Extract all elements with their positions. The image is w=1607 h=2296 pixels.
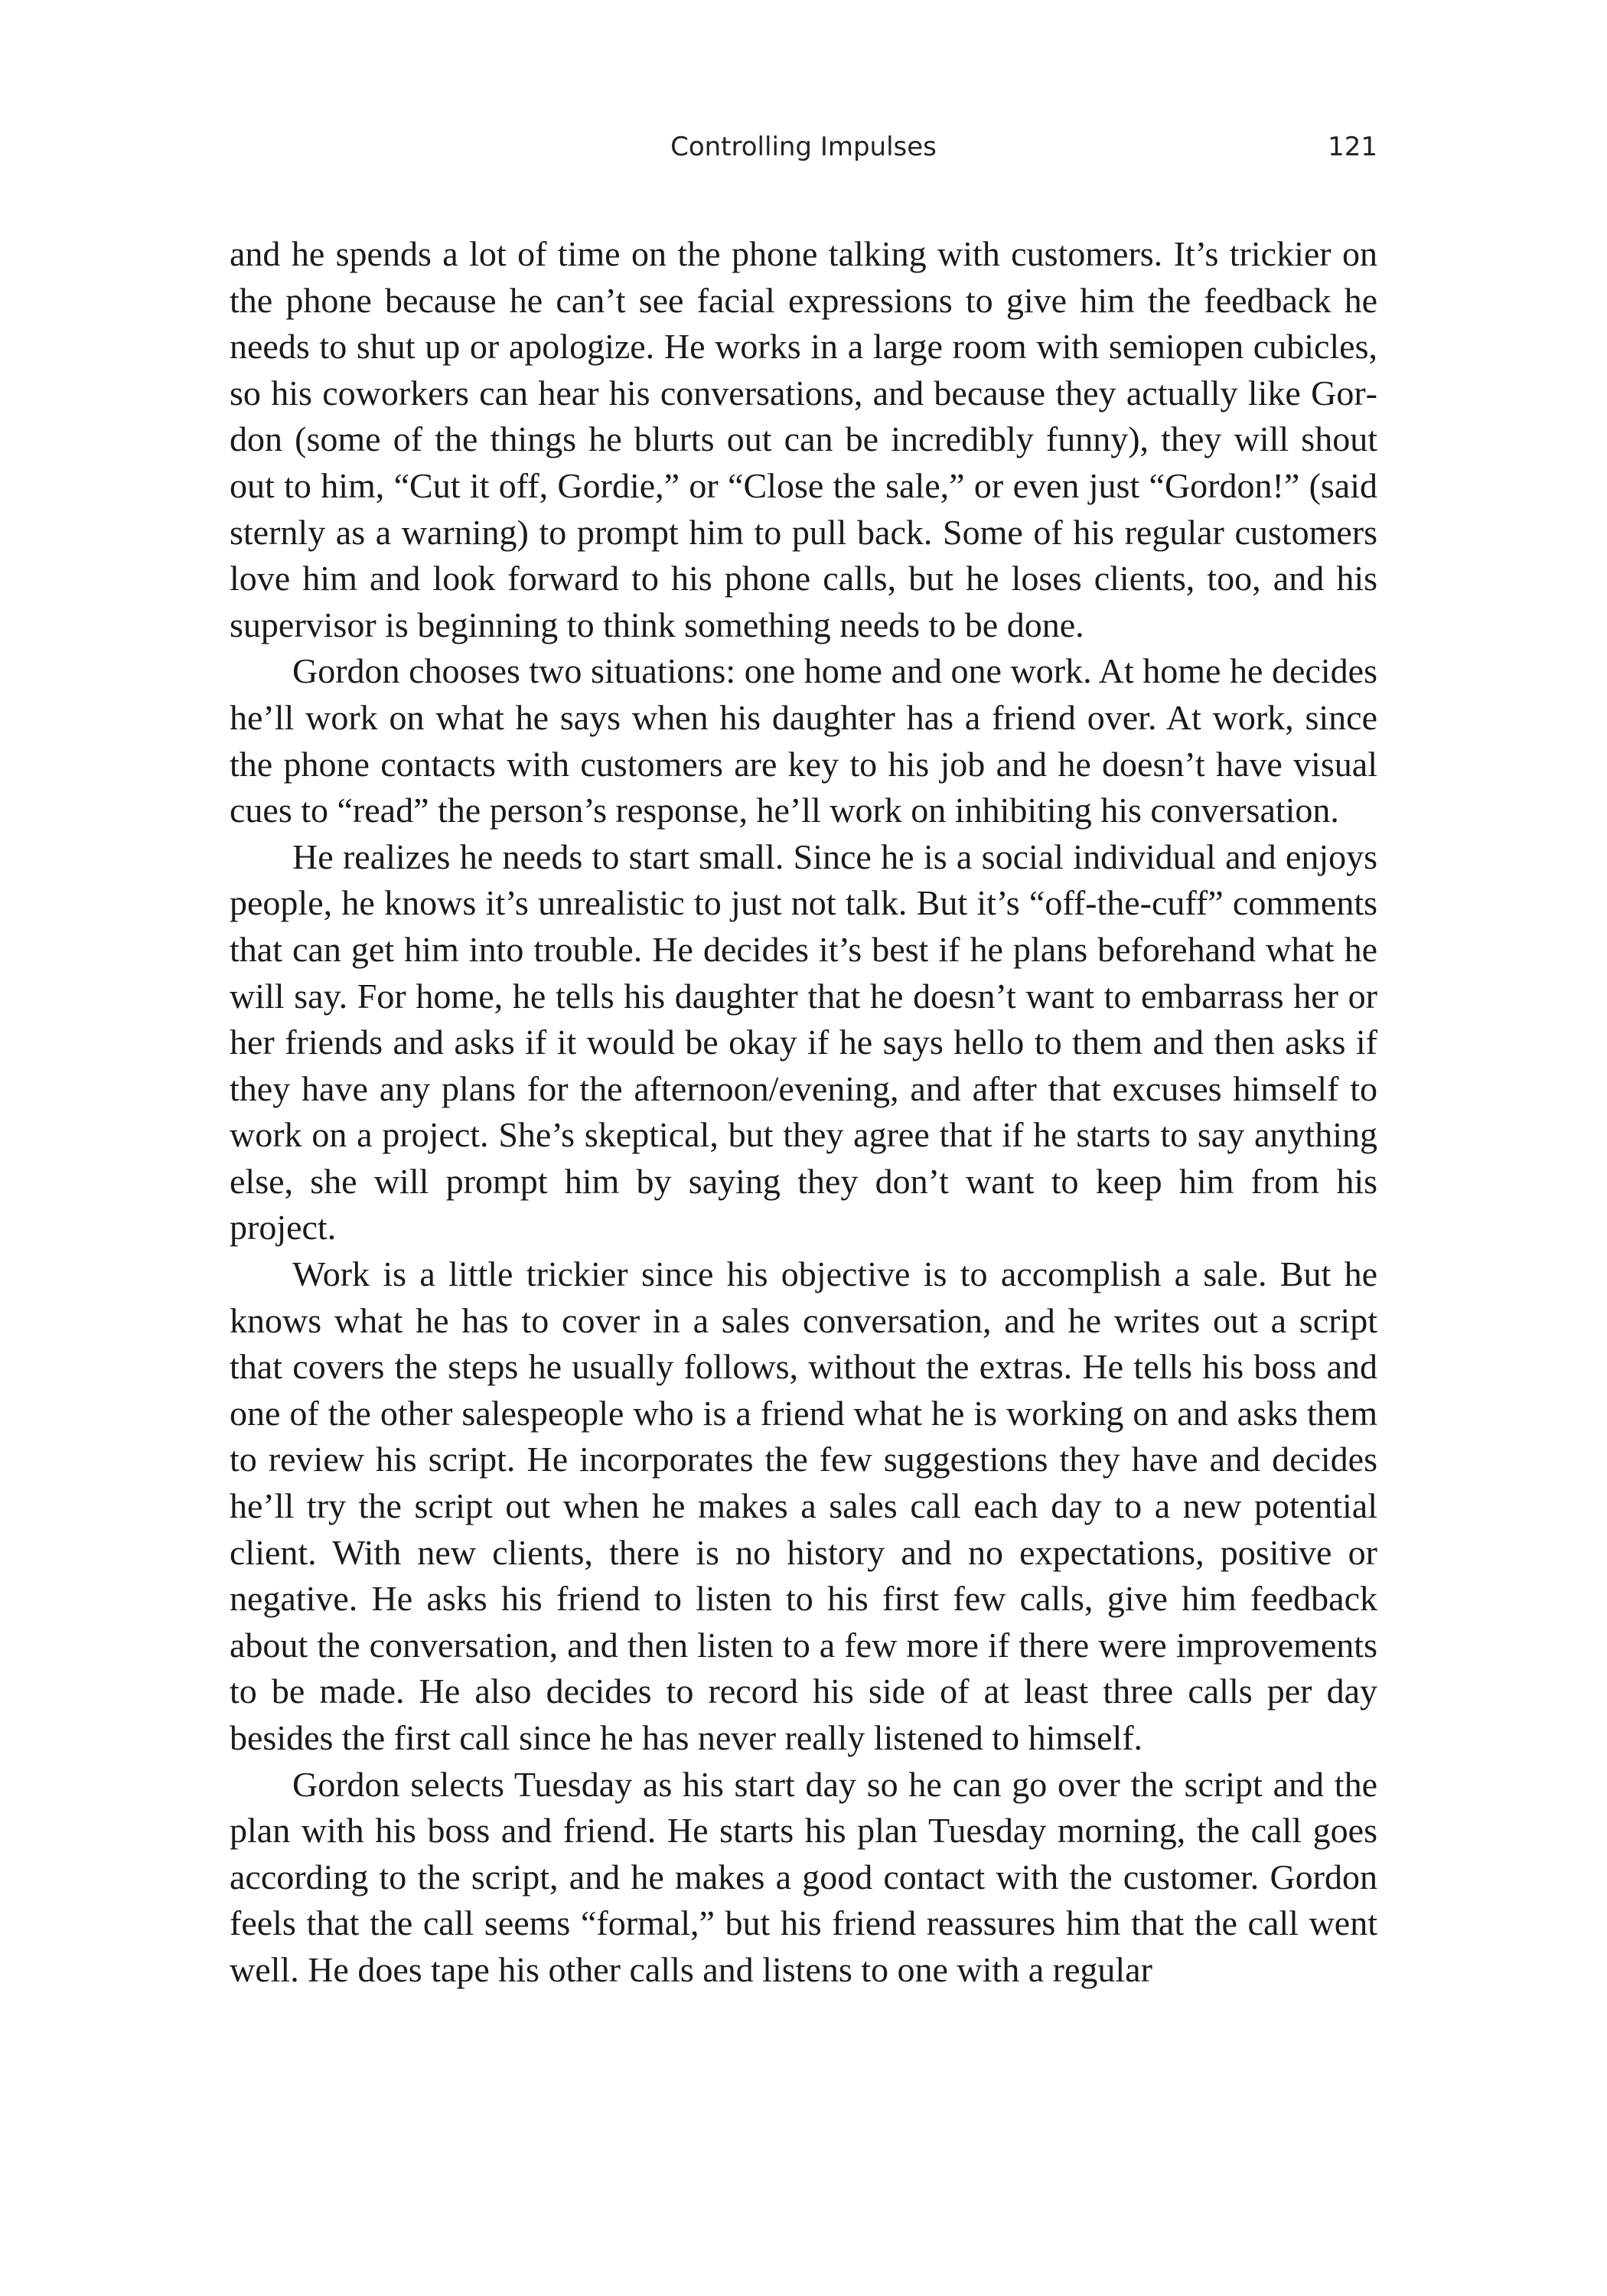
body-text: [230, 231, 1377, 1994]
paragraph-continued: and he spends a lot of time on the phone talking with customers. It’s trickier on the phone because he can’t see facial expressions to give him the feedback he needs to shut up or apologize. He works in a large room with semiopen cubicles, so his coworkers can hear his conversations, and because they actually like Gordon (some of the things he blurts out can be incredibly funny), they will shout out to him, “Cut it off, Gordie,” or “Close the sale,” or even just “Gordon!” (said sternly as a warning) to prompt him to pull back. Some of his regular customers love him and look forward to his phone calls, but he loses clients, too, and his supervisor is beginning to think something needs to be done.: [230, 234, 1377, 644]
paragraph: Work is a little trickier since his objective is to accomplish a sale. But he knows what he has to cover in a sales conversation, and he writes out a script that covers the steps he usually follows, without the extras. He tells his boss and one of the other salespeople who is a friend what he is working on and asks them to review his script. He incorporates the few suggestions they have and decides he’ll try the script out when he makes a sales call each day to a new potential client. With new clients, there is no history and no expectations, positive or negative. He asks his friend to listen to his first few calls, give him feedback about the conversation, and then listen to a few more if there were improvements to be made. He also decides to record his side of at least three calls per day besides the first call since he has never really listened to himself.: [230, 1254, 1377, 1757]
running-title: Controlling Impulses: [670, 132, 937, 162]
paragraph: He realizes he needs to start small. Since he is a social individual and enjoys people, he knows it’s unrealistic to just not talk. But it’s “off-the-cuff” comments that can get him into trouble. He decides it’s best if he plans beforehand what he will say. For home, he tells his daughter that he doesn’t want to embarrass her or her friends and asks if it would be okay if he says hello to them and then asks if they have any plans for the afternoon/evening, and after that excuses himself to work on a project. She’s skeptical, but they agree that if he starts to say anything else, she will prompt him by saying they don’t want to keep him from his project.: [230, 837, 1377, 1247]
paragraph: Gordon selects Tuesday as his start day so he can go over the script and the plan with his boss and friend. He starts his plan Tuesday morning, the call goes according to the script, and he makes a good contact with the customer. Gordon feels that the call seems “formal,” but his friend reassures him that the call went well. He does tape his other calls and listens to one with a regular: [230, 1764, 1377, 1989]
paragraph: Gordon chooses two situations: one home and one work. At home he decides he’ll work on what he says when his daughter has a friend over. At work, since the phone contacts with customers are key to his job and he doesn’t have visual cues to “read” the person’s response, he’ll work on inhibiting his conversation.: [230, 651, 1377, 830]
running-head: [230, 132, 1377, 170]
page-number: 121: [1328, 132, 1377, 162]
